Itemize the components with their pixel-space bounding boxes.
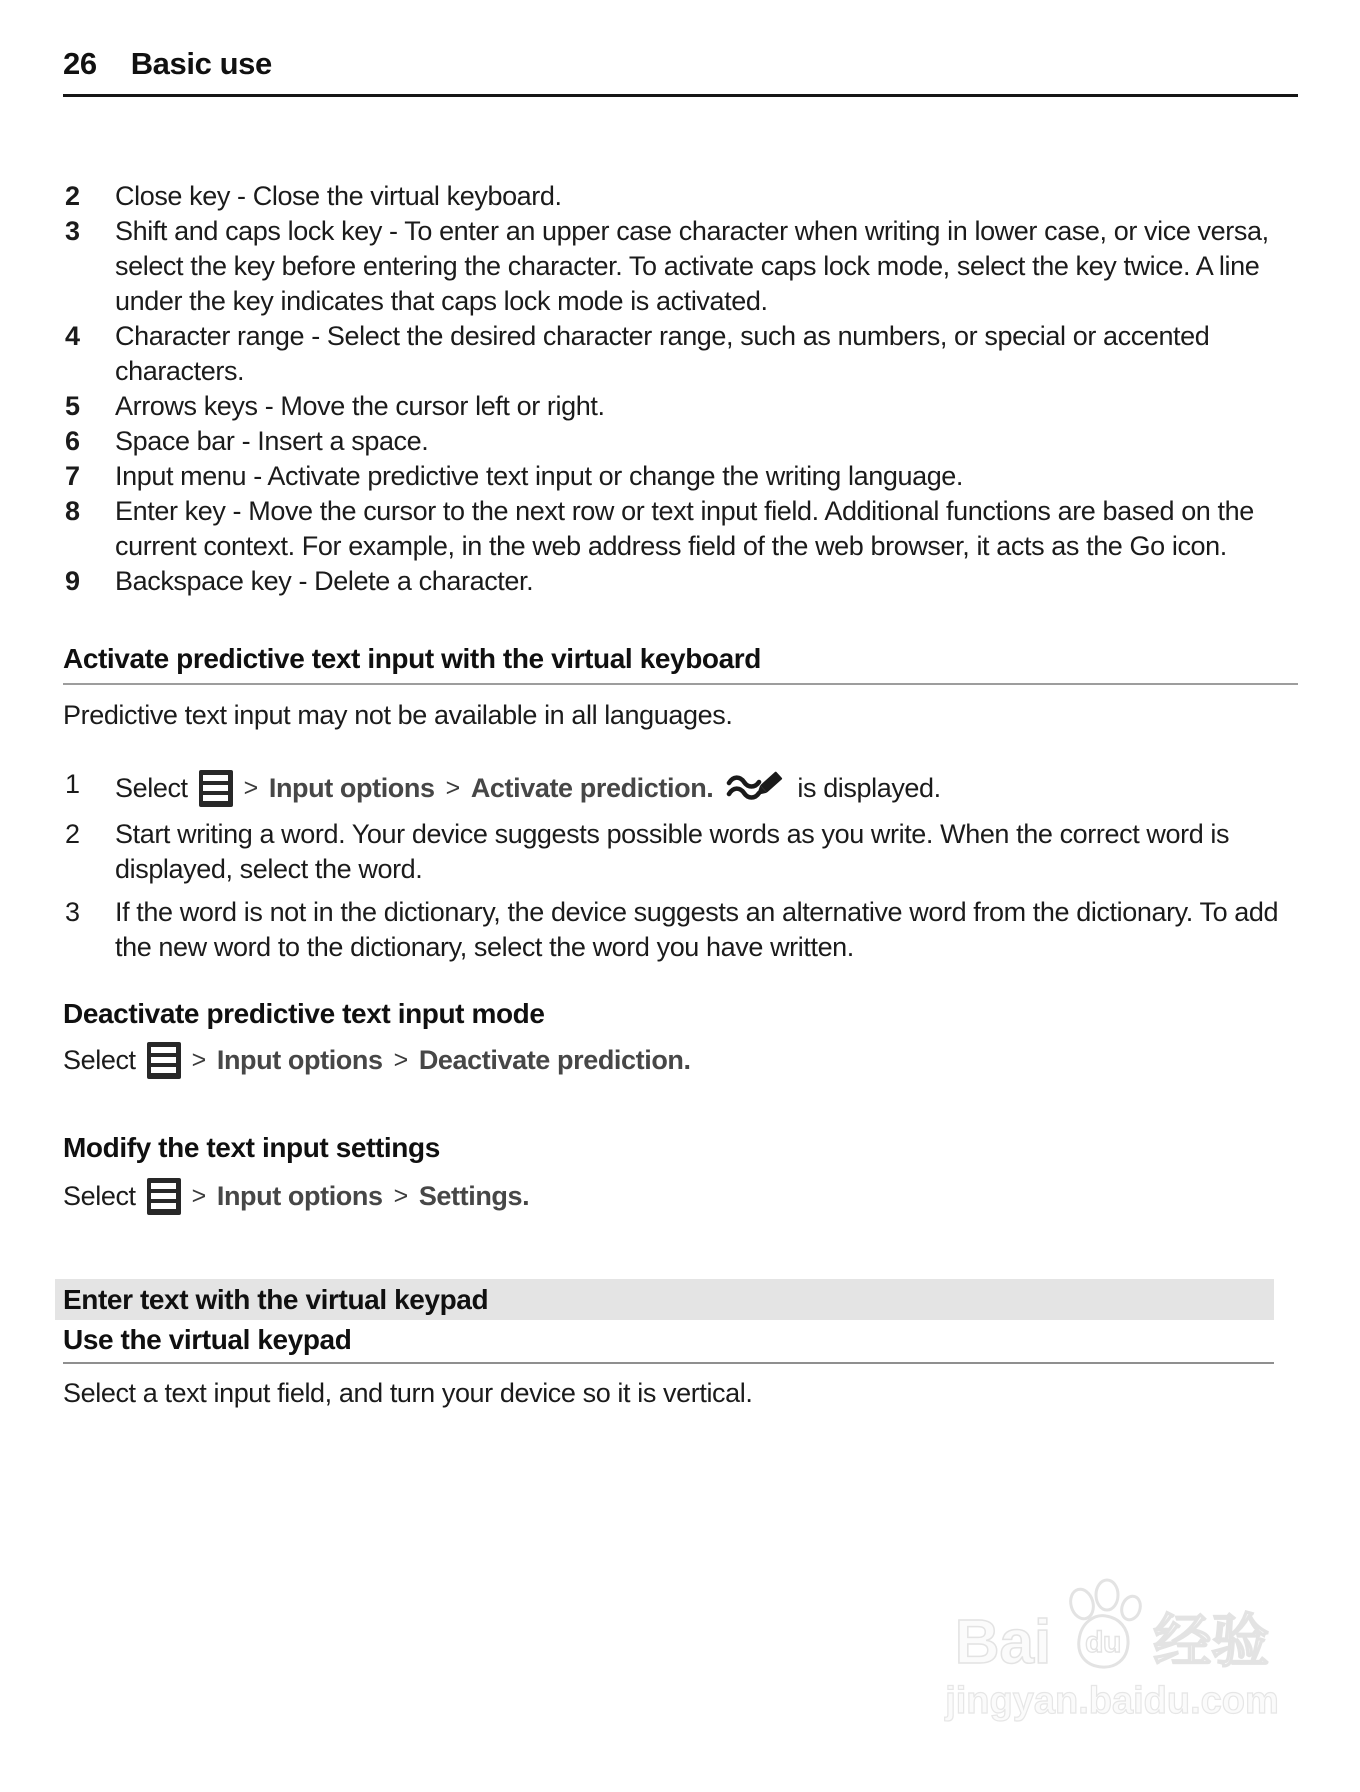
section-heading: Activate predictive text input with the virtual keyboard [63,644,1298,685]
list-item [63,494,1298,564]
section-deactivate-prediction [63,999,1298,1081]
list-item-number: 9 [65,566,80,596]
watermark-brand-latin: Bai [954,1608,1052,1677]
menu-item-input-options: Input options [268,772,435,803]
list-item-text: Enter key - Move the cursor to the next row or text input field. Additional functions are based on the current context. For example, in the web address field of the web browser, it acts as the Go icon. [115,496,1254,561]
keyboard-key-list [63,179,1298,599]
list-item-text: Arrows keys - Move the cursor left or right. [115,391,605,421]
watermark-brand-cn: 经验 [1153,1609,1270,1674]
section-heading: Deactivate predictive text input mode [63,998,545,1029]
list-item-number: 2 [65,181,80,211]
text-prediction-icon [726,769,784,807]
step-number: 3 [65,897,80,927]
list-item [63,179,1298,214]
baidu-jingyan-watermark [932,1578,1292,1723]
section-title: Basic use [130,46,272,81]
paw-icon [1049,1578,1153,1678]
section-body: Select a text input field, and turn your device so it is vertical. [63,1378,753,1408]
step-text: If the word is not in the dictionary, the device suggests an alternative word from the dictionary. To add the new word to the dictionary, select the word you have written. [115,897,1279,962]
list-item-text: Input menu - Activate predictive text input or change the writing language. [115,461,964,491]
is-displayed-label: is displayed. [797,772,941,803]
list-item-text: Backspace key - Delete a character. [115,566,534,596]
list-item-text: Space bar - Insert a space. [115,426,429,456]
select-label: Select [115,772,188,803]
step-item [63,767,1298,809]
steps-list [63,767,1298,965]
list-item [63,319,1298,389]
list-item-number: 8 [65,496,80,526]
menu-item-activate-prediction: Activate prediction. [470,772,714,803]
list-item [63,424,1298,459]
chevron-separator: > [191,1045,206,1074]
section-heading: Use the virtual keypad [63,1325,1274,1364]
menu-icon [147,1178,181,1215]
list-item-text: Character range - Select the desired character range, such as numbers, or special or accented characters. [115,321,1210,386]
section-modify-settings [63,1133,1298,1217]
step-number: 2 [65,819,80,849]
page-number: 26 [63,46,97,81]
list-item [63,564,1298,599]
chevron-separator: > [243,773,258,802]
select-label: Select [63,1180,136,1211]
step-item [63,817,1298,887]
watermark-du-text: du [1085,1626,1122,1659]
chapter-heading-highlighted: Enter text with the virtual keypad [55,1279,1274,1320]
list-item-text: Shift and caps lock key - To enter an upper case character when writing in lower case, or vice versa, select the key before entering the character. To activate caps lock mode, select the key twice. A line under the key indicates that caps lock mode is activated. [115,216,1269,316]
page-header [63,46,1298,97]
list-item-number: 3 [65,216,80,246]
menu-icon [147,1042,181,1079]
select-label: Select [63,1044,136,1075]
list-item-number: 4 [65,321,80,351]
list-item-text: Close key - Close the virtual keyboard. [115,181,562,211]
list-item [63,214,1298,319]
menu-item-deactivate-prediction: Deactivate prediction. [418,1044,691,1075]
section-intro: Predictive text input may not be available in all languages. [63,700,733,730]
step-number: 1 [65,769,80,799]
chevron-separator: > [445,773,460,802]
menu-item-input-options: Input options [216,1180,383,1211]
chevron-separator: > [393,1181,408,1210]
step-text: Start writing a word. Your device suggests possible words as you write. When the correct word is displayed, select the word. [115,819,1230,884]
section-virtual-keypad [63,1279,1298,1411]
menu-item-settings: Settings. [418,1180,530,1211]
list-item-number: 5 [65,391,80,421]
list-item [63,459,1298,494]
list-item [63,389,1298,424]
chevron-separator: > [191,1181,206,1210]
chevron-separator: > [393,1045,408,1074]
section-heading: Modify the text input settings [63,1132,440,1163]
step-item [63,895,1298,965]
watermark-url: jingyan.baidu.com [945,1680,1279,1722]
section-activate-prediction [63,644,1298,965]
list-item-number: 7 [65,461,80,491]
menu-item-input-options: Input options [216,1044,383,1075]
list-item-number: 6 [65,426,80,456]
menu-icon [199,770,233,807]
